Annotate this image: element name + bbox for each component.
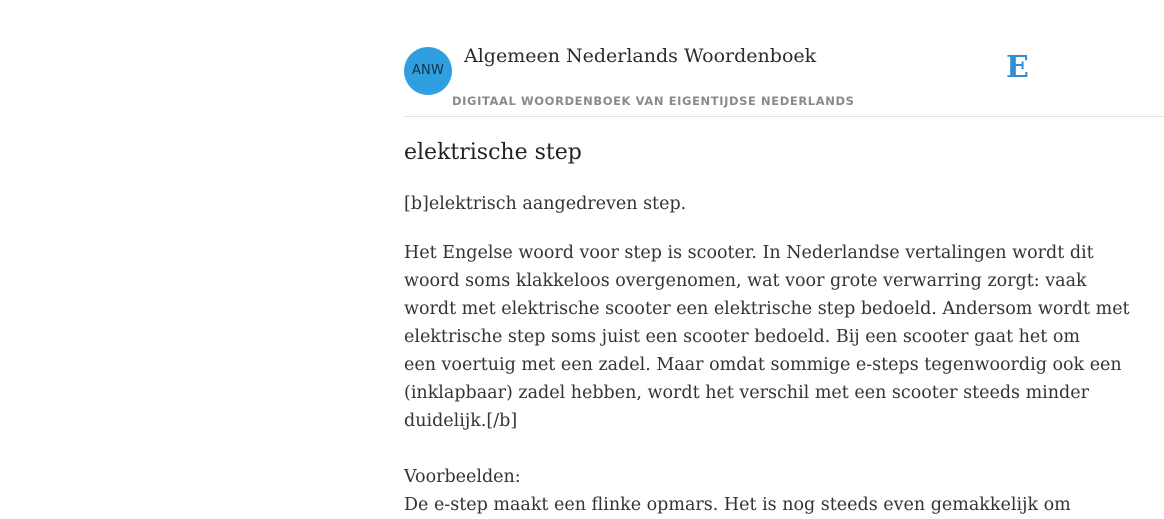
body-line: duidelijk.[/b]: [404, 411, 518, 431]
site-title[interactable]: Algemeen Nederlands Woordenboek: [464, 45, 817, 67]
body-line: woord soms klakkeloos overgenomen, wat voor grote verwarring zorgt: vaak: [404, 271, 1087, 291]
entry-title: elektrische step: [404, 140, 582, 165]
language-link[interactable]: E: [1006, 50, 1029, 85]
anw-logo[interactable]: ANW: [404, 47, 452, 95]
example-line: De e-step maakt een flinke opmars. Het is nog steeds even gemakkelijk om: [404, 495, 1071, 515]
entry-body: [404, 239, 1130, 519]
body-line: een voertuig met een zadel. Maar omdat sommige e-steps tegenwoordig ook een: [404, 355, 1122, 375]
body-line: wordt met elektrische scooter een elektrische step bedoeld. Andersom wordt met: [404, 299, 1130, 319]
main-content: [404, 0, 1164, 515]
body-line: (inklapbaar) zadel hebben, wordt het verschil met een scooter steeds minder: [404, 383, 1089, 403]
site-header: [404, 0, 1164, 117]
site-subtitle: DIGITAAL WOORDENBOEK VAN EIGENTIJDSE NEDERLANDS: [452, 94, 855, 108]
body-line: Het Engelse woord voor step is scooter. In Nederlandse vertalingen wordt dit: [404, 243, 1094, 263]
body-line: elektrische step soms juist een scooter bedoeld. Bij een scooter gaat het om: [404, 327, 1081, 347]
examples-heading: Voorbeelden:: [404, 467, 521, 487]
entry-definition: [b]elektrisch aangedreven step.: [404, 194, 687, 214]
body-line: [404, 435, 1130, 463]
